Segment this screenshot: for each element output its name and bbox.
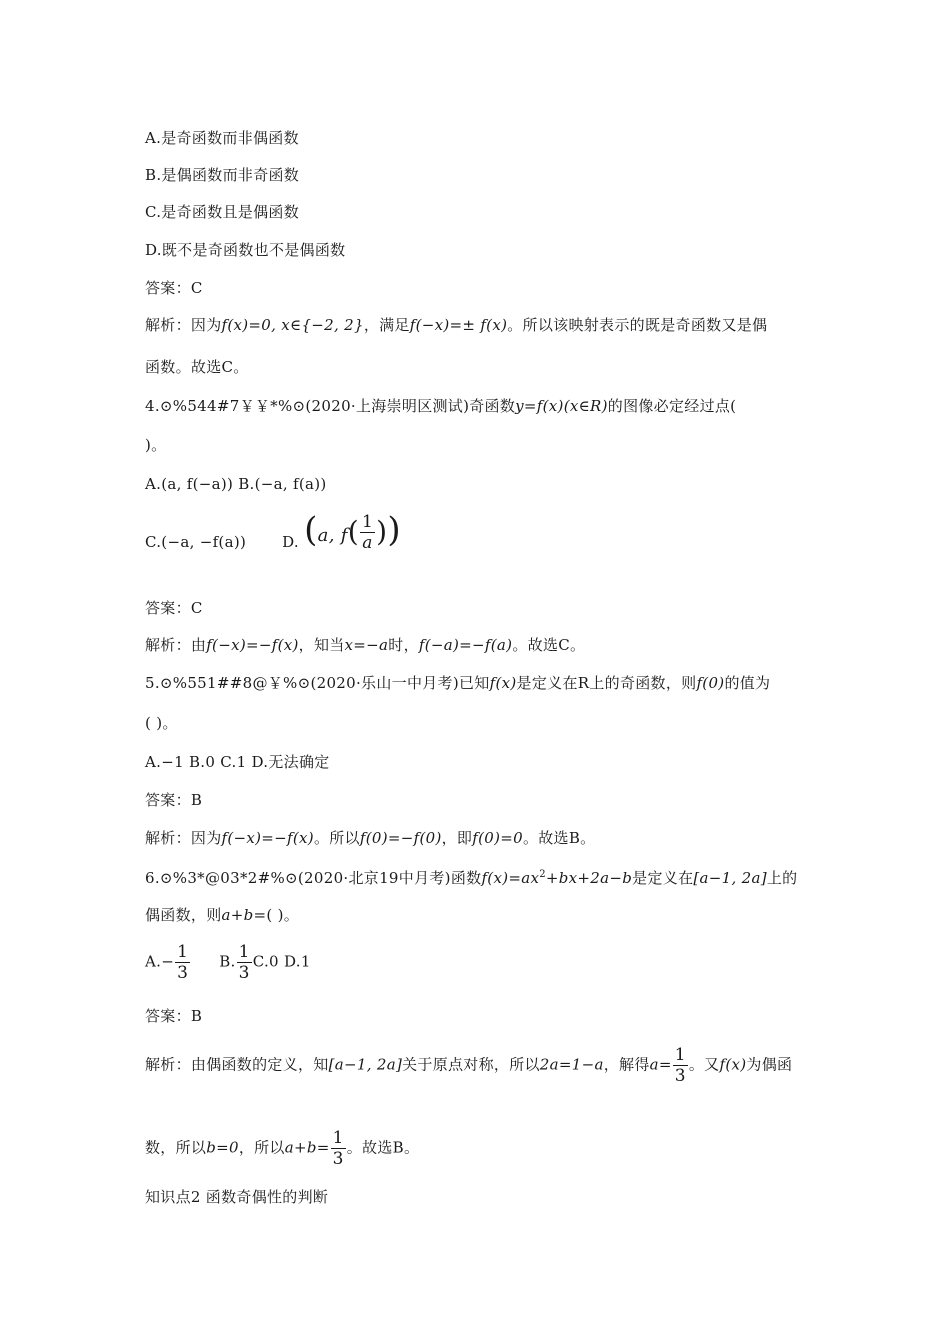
q4-stem-end: )。 bbox=[145, 436, 167, 454]
q5-stem: 5.⊙%551##8@￥%⊙(2020·乐山一中月考)已知f(x)是定义在R上的奇函数，则f(0)的值为 bbox=[145, 674, 771, 692]
q6-stem: 6.⊙%3*@03*2#%⊙(2020·北京19中月考)函数$f(x)=ax^2+bx+2a-b$是定义在[a−1, 2a]上的 bbox=[145, 869, 798, 887]
q6-options: A.− $\frac{1}{3}$ B. $\frac{1}{3}$ C.0 D.1 bbox=[145, 942, 311, 983]
q4-answer: 答案：C bbox=[145, 599, 203, 617]
section-heading: 知识点2 函数奇偶性的判断 bbox=[145, 1188, 329, 1206]
q5-stem-end: ( )。 bbox=[145, 714, 178, 732]
q3-option-a: A.是奇函数而非偶函数 bbox=[145, 129, 299, 147]
q3-option-d: D.既不是奇函数也不是偶函数 bbox=[145, 241, 346, 259]
q3-option-c: C.是奇函数且是偶函数 bbox=[145, 203, 300, 221]
q3-option-b: B.是偶函数而非奇函数 bbox=[145, 166, 300, 184]
q6-stem-end: 偶函数，则a+b=( )。 bbox=[145, 906, 300, 924]
q4-explanation: 解析：由f(−x)=−f(x)，知当x=−a时，f(−a)=−f(a)。故选C。 bbox=[145, 636, 586, 654]
q3-explanation-line1: 解析：因为f(x)=0, x∈{−2, 2}，满足f(−x)=± f(x)。所以该映射表示的既是奇函数又是偶 bbox=[145, 316, 768, 334]
q4-option-d-formula: (a, f( $\frac{1}{a}$ )) bbox=[304, 510, 401, 553]
q6-explanation-line2: 数，所以b=0，所以a+b= $\frac{1}{3}$ 。故选B。 bbox=[145, 1128, 420, 1169]
q5-explanation: 解析：因为f(−x)=−f(x)。所以f(0)=−f(0)，即f(0)=0。故选B。 bbox=[145, 829, 596, 847]
q3-answer: 答案：C bbox=[145, 279, 203, 297]
q4-stem: 4.⊙%544#7￥￥*%⊙(2020·上海崇明区测试)奇函数y=f(x)(x∈R)的图像必定经过点( bbox=[145, 397, 737, 415]
q3-explanation-line2: 函数。故选C。 bbox=[145, 358, 249, 376]
q6-explanation-line1: 解析：由偶函数的定义，知[a−1, 2a]关于原点对称，所以2a=1−a，解得a= $\frac{1}{3}$ 。又f(x)为偶函 bbox=[145, 1045, 793, 1086]
q5-answer: 答案：B bbox=[145, 791, 203, 809]
q4-options-ab: A.(a, f(−a)) B.(−a, f(a)) bbox=[145, 475, 327, 493]
q6-answer: 答案：B bbox=[145, 1007, 203, 1025]
q5-options: A.−1 B.0 C.1 D.无法确定 bbox=[145, 753, 330, 771]
q4-options-cd: C.(−a, −f(a)) D. (a, f( $\frac{1}{a}$ )) bbox=[145, 520, 401, 566]
